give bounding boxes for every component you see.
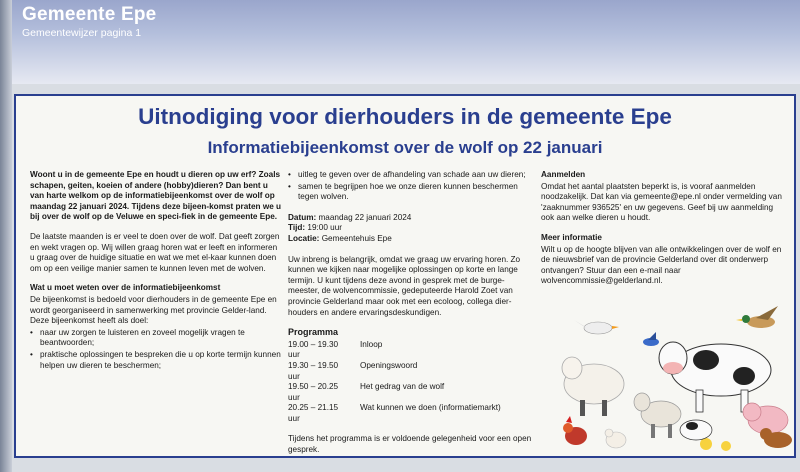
programma-time: 19.50 – 20.25 uur — [288, 382, 339, 402]
datum-row — [288, 213, 532, 224]
programma-item: Het gedrag van de wolf — [360, 382, 445, 392]
programma-item: Openingswoord — [360, 360, 418, 370]
programma-table — [288, 340, 532, 425]
programma-row — [288, 382, 532, 403]
rooster-icon — [563, 416, 587, 445]
programma-time: 20.25 – 21.15 uur — [288, 403, 339, 423]
programma-row — [288, 340, 532, 361]
list-item: • praktische oplossingen te bespreken die u op korte termijn kunnen helpen uw dieren te beschermen; — [30, 350, 282, 371]
tijd-value: 19:00 uur — [307, 223, 343, 233]
list-item: • naar uw zorgen te luisteren en zoveel mogelijk vragen te beantwoorden; — [30, 328, 282, 349]
programma-time: 19.30 – 19.50 uur — [288, 360, 339, 381]
goose-icon — [574, 320, 619, 334]
goat-icon — [634, 393, 681, 438]
aanmelden-paragraph: Omdat het aantal plaatsten beperkt is, is vooraf aanmelden noodzakelijk. Dat kan via gemeente@epe.nl onder vermelding van 'zaaknummer 936525' en uw gegevens. Geef bij uw aanmelding ook aan welke dieren u houdt. — [541, 181, 782, 223]
article — [14, 94, 796, 458]
goals-list — [30, 328, 282, 371]
column-1 — [30, 170, 282, 381]
locatie-row — [288, 234, 532, 245]
locatie-value: Gemeentehuis Epe — [321, 233, 392, 243]
column-3 — [541, 170, 787, 296]
article-subtitle: Informatiebijeenkomst over de wolf op 22 januari — [207, 138, 603, 157]
chick-icon — [700, 438, 731, 451]
paragraph-3: De bijeenkomst is bedoeld voor dierhouders in de gemeente Epe en wordt georganiseerd in samenwerking met provincie Gelder-land. Deze bijeenkomst heeft als doel: — [30, 294, 277, 326]
datum-value: maandag 22 januari 2024 — [318, 212, 412, 222]
goals-list-continued — [288, 170, 532, 203]
brand — [22, 4, 156, 39]
event-details — [288, 213, 532, 245]
info-heading: Meer informatie — [541, 232, 602, 242]
brand-name: Gemeente Epe — [22, 4, 157, 25]
farm-animals-illustration — [556, 302, 796, 457]
tijd-row — [288, 223, 532, 234]
programma-row — [288, 403, 532, 424]
sheep-icon — [562, 357, 624, 416]
list-item: • samen te begrijpen hoe we onze dieren kunnen beschermen tegen wolven. — [288, 182, 532, 203]
cow-icon — [659, 342, 771, 412]
locatie-label: Locatie: — [288, 233, 320, 243]
paragraph-2: De laatste maanden is er veel te doen over de wolf. Dat geeft zorgen en wekt vragen op. Wij willen graag horen wat er leeft en informeren u graag over de huidige situatie en wat we met el-kaar kunnen doen om op een veilige manier samen te kunnen leven met de wolven. — [30, 231, 280, 273]
brand-sub: Gemeentewijzer pagina 1 — [22, 27, 142, 39]
list-item: • uitleg te geven over de afhandeling van schade aan uw dieren; — [288, 170, 532, 181]
input-paragraph: Uw inbreng is belangrijk, omdat we graag uw ervaring horen. Zo kunnen we kijken naar mogelijke oplossingen op korte en lange termijn. U kunt tijdens deze avond in gesprek met de burge-meester, de wolvencommissie, gedeputeerde Harold Zoet van provincie Gelderland maar ook met een ecoloog, collega dier-houders en andere ervaringsdeskundigen. — [288, 254, 521, 317]
paper-edge — [0, 0, 12, 472]
info-paragraph: Wilt u op de hoogte blijven van alle ontwikkelingen over de wolf en de nieuwsbrief van de provincie Gelderland over dit onderwerp ontvangen? Stuur dan een e-mail naar wolvencommissie@gelderland.nl. — [541, 244, 782, 286]
calf-icon — [680, 420, 712, 440]
chicken-icon — [605, 429, 626, 448]
bird-icon — [643, 332, 659, 346]
column-2 — [288, 170, 532, 465]
programma-heading: Programma — [288, 327, 339, 338]
article-title: Uitnodiging voor dierhouders in de gemeente Epe — [138, 104, 672, 129]
programma-item: Inloop — [360, 339, 383, 349]
programma-time: 19.00 – 19.30 uur — [288, 339, 339, 360]
tijd-label: Tijd: — [288, 223, 306, 233]
datum-label: Datum: — [288, 212, 317, 222]
closing-paragraph: Tijdens het programma is er voldoende gelegenheid voor een open gesprek. — [288, 434, 532, 455]
aanmelden-heading: Aanmelden — [541, 170, 586, 179]
programma-row — [288, 361, 532, 382]
programma-item: Wat kunnen we doen (informatiemarkt) — [360, 403, 501, 413]
duck-icon — [736, 306, 778, 328]
section-heading: Wat u moet weten over de informatiebijeenkomst — [30, 283, 221, 293]
intro-paragraph: Woont u in de gemeente Epe en houdt u dieren op uw erf? Zoals schapen, geiten, koeien of andere (hobby)dieren? Dan bent u van harte welkom op de informatiebijeenkomst over de wolf op maandag 22 januari 2024. Tijdens deze bijeen-komst praten we u bij over de wolf op de Veluwe en speci-fiek in de gemeente Epe. — [30, 170, 282, 222]
